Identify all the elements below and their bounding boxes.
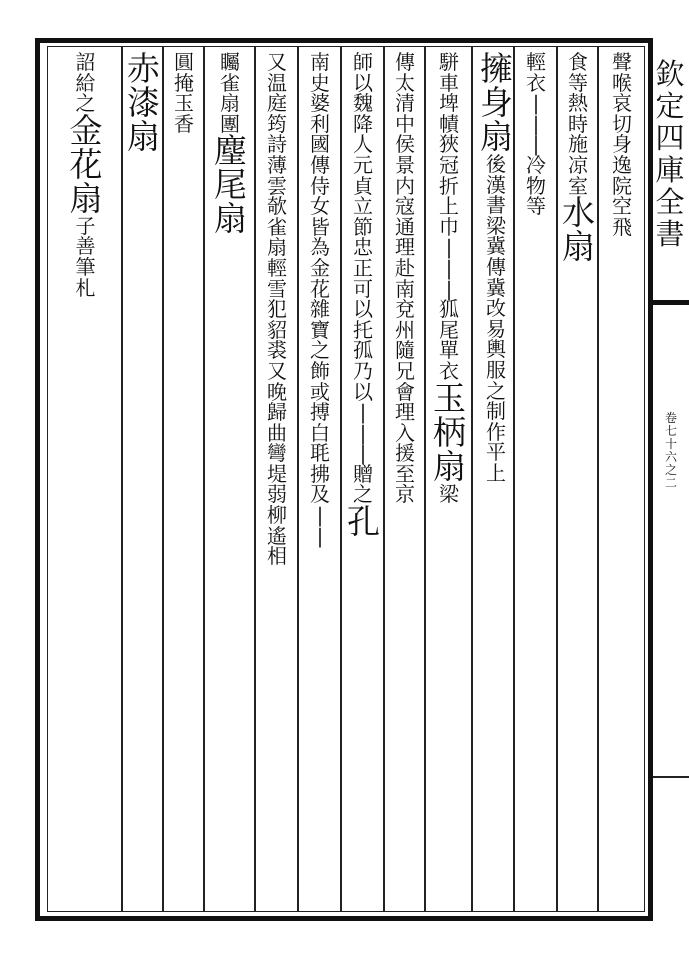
text-char: 傳	[310, 152, 330, 177]
text-char: 之	[486, 378, 506, 403]
text-column-12	[124, 49, 162, 156]
text-char: 犯	[267, 297, 287, 322]
text-char: 侯	[395, 132, 415, 157]
heading-char: 玉	[433, 378, 466, 418]
text-char: 入	[395, 420, 415, 445]
text-char: 筆	[75, 254, 96, 279]
text-char: |	[359, 441, 367, 466]
heading-char: 水	[562, 193, 595, 233]
text-char: 以	[353, 379, 373, 404]
text-char: 輕	[526, 50, 546, 74]
text-char: |	[532, 132, 540, 157]
column-text	[433, 52, 465, 504]
text-char: 裘	[267, 338, 287, 363]
column-text	[347, 50, 380, 542]
text-char: 札	[75, 275, 96, 300]
text-char: 之	[664, 463, 677, 477]
text-char: 喉	[612, 70, 632, 95]
column-rule	[254, 47, 256, 911]
text-char: 施	[568, 132, 588, 157]
text-char: 薄	[267, 152, 287, 177]
text-char: 降	[353, 111, 373, 136]
text-char: 貂	[267, 317, 287, 342]
text-char: 上	[439, 194, 459, 219]
text-char: 團	[220, 111, 240, 136]
column-rule	[203, 47, 205, 911]
text-char: 筠	[267, 111, 287, 136]
text-char: 身	[612, 132, 632, 157]
text-column-1	[600, 52, 644, 237]
text-char: 清	[395, 91, 415, 116]
text-char: 搏	[310, 400, 330, 425]
text-char: 十	[664, 437, 677, 451]
column-text	[168, 52, 200, 134]
text-char: 駢	[439, 50, 459, 74]
text-char: 遙	[267, 523, 287, 548]
text-char: 等	[526, 194, 546, 219]
text-column-9	[257, 52, 297, 567]
column-text	[127, 49, 160, 156]
text-char: 白	[310, 420, 330, 445]
text-column-11	[165, 52, 203, 134]
text-char: 會	[395, 379, 415, 404]
text-char: 師	[353, 50, 373, 74]
text-char: 柳	[267, 503, 287, 528]
column-text	[389, 52, 421, 505]
book-title	[654, 57, 686, 252]
text-char: 梁	[486, 213, 506, 238]
text-char: 車	[439, 70, 459, 95]
text-char: 國	[310, 132, 330, 157]
text-char: 曲	[267, 420, 287, 445]
text-char: 梁	[439, 481, 459, 506]
text-char: |	[445, 255, 453, 280]
text-char: 凉	[568, 152, 588, 177]
text-char: |	[316, 503, 324, 528]
text-column-13	[50, 52, 121, 298]
text-char: 扇	[220, 91, 240, 116]
text-char: 全	[655, 185, 685, 219]
text-char: 香	[174, 111, 194, 136]
text-char: 院	[612, 173, 632, 198]
text-char: 衣	[439, 358, 459, 383]
text-char: 切	[612, 111, 632, 136]
column-text	[304, 52, 336, 546]
text-char: 女	[310, 194, 330, 219]
column-rule	[556, 47, 558, 911]
text-char: 欽	[655, 57, 685, 91]
text-char: |	[316, 523, 324, 548]
text-char: 漢	[486, 172, 506, 197]
text-char: 又	[267, 50, 287, 74]
text-char: 史	[310, 70, 330, 95]
text-char: 服	[486, 357, 506, 382]
heading-char: 扇	[480, 117, 513, 156]
text-char: 逸	[612, 152, 632, 177]
text-char: 食	[568, 50, 588, 74]
text-char: 可	[353, 276, 373, 301]
text-char: 歸	[267, 400, 287, 425]
column-text	[261, 52, 293, 567]
heading-char: 扇	[214, 199, 247, 239]
text-char: 空	[612, 194, 632, 219]
column-text	[606, 52, 638, 237]
heading-char: 扇	[69, 178, 103, 218]
juan-number	[655, 412, 687, 490]
text-char: 幘	[439, 111, 459, 136]
text-char: 矚	[220, 50, 240, 74]
text-char: 元	[353, 152, 373, 177]
text-char: 孤	[353, 338, 373, 363]
text-char: 冠	[439, 152, 459, 177]
text-column-10	[206, 50, 254, 239]
text-column-8	[300, 52, 340, 546]
text-char: 書	[655, 217, 685, 251]
text-char: 卷	[664, 411, 677, 425]
text-char: 兗	[395, 297, 415, 322]
text-char: 内	[395, 173, 415, 198]
text-char: 援	[395, 441, 415, 466]
margin-juan	[658, 412, 684, 490]
margin-fishtail	[653, 300, 689, 305]
text-char: 貞	[353, 173, 373, 198]
text-column-3	[516, 52, 556, 217]
text-column-5	[427, 52, 471, 504]
text-char: 冀	[486, 234, 506, 259]
text-char: 京	[395, 482, 415, 507]
text-char: 人	[353, 132, 373, 157]
text-char: 給	[75, 70, 96, 95]
text-char: 六	[664, 450, 677, 464]
text-char: 等	[568, 70, 588, 95]
text-char: 子	[75, 213, 96, 238]
text-char: 弱	[267, 482, 287, 507]
margin-rule	[653, 776, 689, 778]
text-char: 以	[353, 297, 373, 322]
text-char: 雀	[267, 214, 287, 239]
text-char: 雲	[267, 173, 287, 198]
text-char: |	[445, 276, 453, 301]
column-text	[562, 50, 595, 267]
column-rule	[162, 47, 164, 911]
text-char: 或	[310, 379, 330, 404]
text-char: 以	[353, 70, 373, 95]
text-char: 正	[353, 255, 373, 280]
text-char: 扇	[267, 235, 287, 260]
column-rule	[121, 47, 123, 911]
text-char: 庫	[655, 153, 685, 187]
text-char: 利	[310, 111, 330, 136]
column-rule	[340, 47, 342, 911]
text-char: 物	[526, 173, 546, 198]
text-char: 節	[353, 214, 373, 239]
text-char: 托	[353, 317, 373, 342]
text-char: 通	[395, 214, 415, 239]
text-char: 理	[395, 400, 415, 425]
text-char: 之	[75, 91, 96, 116]
text-char: 南	[310, 50, 330, 74]
text-char: 折	[439, 173, 459, 198]
text-char: |	[359, 420, 367, 445]
text-char: 晚	[267, 379, 287, 404]
text-char: 四	[655, 121, 685, 155]
column-text	[214, 50, 247, 239]
text-char: 冷	[526, 152, 546, 177]
text-char: 侍	[310, 173, 330, 198]
text-char: 七	[664, 424, 677, 438]
heading-char: 漆	[127, 83, 160, 122]
heading-char: 扇	[433, 446, 466, 486]
text-char: 拂	[310, 461, 330, 486]
text-char: 巾	[439, 214, 459, 239]
text-char: 寶	[310, 317, 330, 342]
text-char: 堤	[267, 461, 287, 486]
text-char: |	[532, 91, 540, 116]
column-rule	[471, 47, 473, 911]
text-char: 單	[439, 338, 459, 363]
text-char: 埤	[439, 91, 459, 116]
text-char: 飛	[612, 214, 632, 239]
text-char: 善	[75, 234, 96, 259]
text-char: 寇	[395, 194, 415, 219]
text-column-4	[474, 49, 518, 485]
text-char: 魏	[353, 91, 373, 116]
text-char: 二	[664, 476, 677, 490]
heading-char: 花	[69, 144, 103, 184]
text-char: 婆	[310, 91, 330, 116]
text-char: 傳	[486, 254, 506, 279]
text-char: 作	[486, 419, 506, 444]
heading-char: 扇	[562, 227, 595, 267]
text-column-6	[386, 52, 424, 505]
text-char: 室	[568, 173, 588, 198]
heading-char: 赤	[127, 49, 160, 88]
text-char: 温	[267, 70, 287, 95]
text-char: 花	[310, 276, 330, 301]
text-char: 書	[486, 193, 506, 218]
text-char: 中	[395, 111, 415, 136]
text-char: 州	[395, 317, 415, 342]
text-char: 之	[310, 338, 330, 363]
text-char: 立	[353, 194, 373, 219]
heading-char: 麈	[214, 131, 247, 171]
text-char: 至	[395, 461, 415, 486]
heading-char: 孔	[347, 502, 380, 542]
text-char: 及	[310, 482, 330, 507]
text-char: 雀	[220, 70, 240, 95]
heading-char: 金	[69, 110, 103, 150]
text-char: |	[359, 400, 367, 425]
text-char: 乃	[353, 358, 373, 383]
text-char: 忠	[353, 235, 373, 260]
text-char: 狐	[439, 297, 459, 322]
text-char: 兄	[395, 358, 415, 383]
column-rule	[383, 47, 385, 911]
text-char: 尾	[439, 317, 459, 342]
text-char: 聲	[612, 50, 632, 74]
heading-char: 柄	[433, 412, 466, 452]
text-column-7	[343, 50, 383, 542]
heading-char: 尾	[214, 165, 247, 205]
column-text	[70, 52, 102, 298]
column-text	[480, 49, 513, 485]
text-char: 定	[655, 89, 685, 123]
heading-char: 擁	[480, 49, 513, 88]
text-char: 雪	[267, 276, 287, 301]
text-char: 隨	[395, 338, 415, 363]
text-char: |	[445, 235, 453, 260]
column-rule	[597, 47, 599, 911]
text-char: 易	[486, 316, 506, 341]
text-char: 為	[310, 235, 330, 260]
text-char: 贈	[353, 461, 373, 486]
text-char: 又	[267, 358, 287, 383]
text-char: 熱	[568, 91, 588, 116]
text-column-2	[559, 50, 597, 267]
text-char: 皆	[310, 214, 330, 239]
text-char: 毦	[310, 441, 330, 466]
heading-char: 扇	[127, 117, 160, 156]
text-char: |	[532, 111, 540, 136]
text-char: 彎	[267, 441, 287, 466]
text-char: 時	[568, 111, 588, 136]
text-char: 狹	[439, 132, 459, 157]
text-char: 南	[395, 276, 415, 301]
text-char: 詩	[267, 132, 287, 157]
text-char: 太	[395, 70, 415, 95]
text-char: 輕	[267, 255, 287, 280]
text-char: 詔	[75, 50, 96, 74]
text-char: 欹	[267, 194, 287, 219]
text-char: 平	[486, 440, 506, 465]
margin-title	[655, 57, 685, 252]
column-text	[520, 52, 552, 217]
text-char: 衣	[526, 70, 546, 95]
text-char: 景	[395, 152, 415, 177]
text-char: 相	[267, 544, 287, 569]
text-char: 圓	[174, 50, 194, 74]
text-char: 傳	[395, 50, 415, 74]
text-char: 掩	[174, 70, 194, 95]
text-char: 理	[395, 235, 415, 260]
text-char: 飾	[310, 358, 330, 383]
text-char: 哀	[612, 91, 632, 116]
heading-char: 身	[480, 83, 513, 122]
column-rule	[424, 47, 426, 911]
text-char: 庭	[267, 91, 287, 116]
text-char: 冀	[486, 275, 506, 300]
text-char: 輿	[486, 337, 506, 362]
text-char: 玉	[174, 91, 194, 116]
text-char: 制	[486, 399, 506, 424]
text-char: 赴	[395, 255, 415, 280]
text-char: 雜	[310, 297, 330, 322]
text-char: 上	[486, 460, 506, 485]
text-char: 改	[486, 296, 506, 321]
text-char: 後	[486, 152, 506, 176]
text-char: 金	[310, 255, 330, 280]
text-char: 之	[353, 482, 373, 507]
column-rule	[297, 47, 299, 911]
